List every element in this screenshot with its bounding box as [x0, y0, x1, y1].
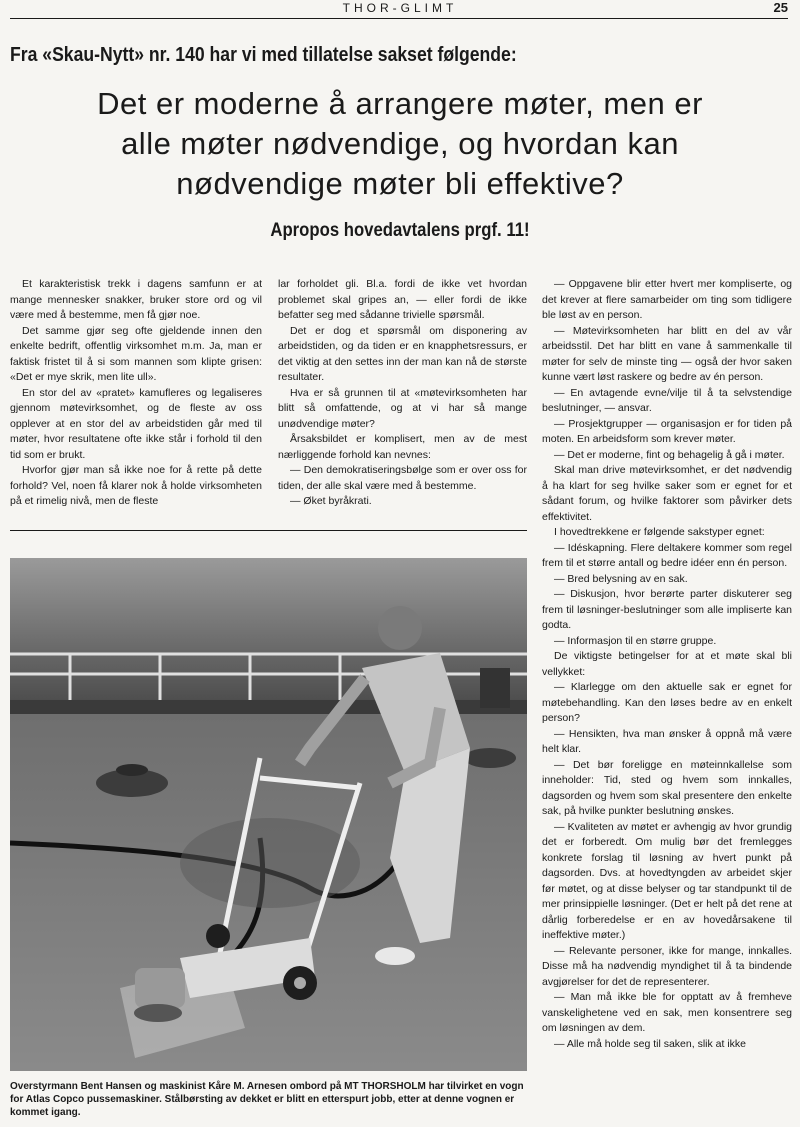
paragraph: Skal man drive møtevirksomhet, er det nødvendig å ha klart for seg hvilke saker som er egnet for et sådant forum, og hvilke faktorer som påvirker dets effektivitet. [542, 464, 792, 523]
paragraph: — Relevante personer, ikke for mange, innkalles. Disse må ha nødvendig myndighet til å ta bindende avgjørelser for det de representerer. [542, 944, 792, 988]
article-column-3 [542, 277, 792, 1052]
paragraph: Årsaksbildet er komplisert, men av de mest nærliggende forhold kan nevnes: [278, 433, 527, 461]
paragraph: — Diskusjon, hvor berørte parter diskuterer seg frem til løsninger-beslutninger som alle impliserte kan godta. [542, 588, 792, 631]
paragraph: — Alle må holde seg til saken, slik at ikke [554, 1037, 747, 1050]
paragraph: — Kvaliteten av møtet er avhengig av hvor grundig det er forberedt. Om mulig bør det fremlegges konkrete forslag til løsning av hvert punkt på dagsorden. Dvs. at hovedtyngden av arbeidet skjer før møtet, og at disse belyser og tar standpunkt til de mer prinsippielle løsninger. (Det er helt på det rene at dårlig forberedelse er en av hovedårsakene til ineffektive møter.) [542, 820, 792, 941]
intro-line: Fra «Skau-Nytt» nr. 140 har vi med tillatelse sakset følgende: [10, 44, 517, 66]
headline-line-1: Det er moderne å arrangere møter, men er [97, 86, 703, 121]
paragraph: — Informasjon til en større gruppe. [554, 634, 717, 647]
headline [10, 84, 790, 204]
paragraph: — Det er moderne, fint og behagelig å gå i møter. [554, 448, 785, 461]
headline-line-2: alle møter nødvendige, og hvordan kan [121, 126, 679, 161]
paragraph: — Den demokratiseringsbølge som er over oss for tiden, der alle skal være med å bestemme. [278, 464, 527, 492]
paragraph: En stor del av «pratet» kamufleres og legaliseres gjennom møtevirksomhet, og de fleste av oss opplever at en stor del av arbeidstiden går med til møter, hvor resultatene ofte ikke står i forhold til den tid som er brukt. [10, 386, 262, 461]
paragraph: De viktigste betingelser for at et møte skal bli vellykket: [542, 650, 792, 678]
paragraph: — Det bør foreligge en møteinnkallelse som inneholder: Tid, sted og hvem som innkalles, dagsorden og hvem som skal presentere den enkelte sak, på hvilke punkter beslutning ønskes. [542, 758, 792, 817]
paragraph: Hva er så grunnen til at «møtevirksomheten har blitt så omfattende, og at vi har så mange unødvendige møter? [278, 386, 527, 430]
paragraph: I hovedtrekkene er følgende sakstyper egnet: [554, 526, 765, 538]
paragraph: — Prosjektgrupper — organisasjon er for tiden på moten. En arbeidsform som krever møter. [542, 417, 792, 445]
paragraph: Et karakteristisk trekk i dagens samfunn er at mange mennesker snakker, bruker store ord og vil være med å bestemme, men få gjør noe. [10, 278, 262, 321]
paragraph: lar forholdet gli. Bl.a. fordi de ikke vet hvordan problemet skal gripes an, — eller fordi de ikke befatter seg med sådanne trivielle spørsmål. [278, 278, 527, 321]
paragraph: — Møtevirksomheten har blitt en del av vår arbeidsstil. Det har blitt en vane å sammenkalle til møter for selv de minste ting — også der hvor saken kunne vært løst raskere og bedre av én person. [542, 324, 792, 383]
paragraph: — Man må ikke ble for opptatt av å fremheve vanskelighetene ved en sak, men konsentrere seg om løsningen av dem. [542, 991, 792, 1034]
paragraph: Hvorfor gjør man så ikke noe for å rette på dette forhold? Vel, noen få klarer nok å holde virksomheten på et rimelig nivå, men de fleste [10, 464, 262, 507]
paragraph: — Øket byråkrati. [290, 495, 372, 507]
subheadline: Apropos hovedavtalens prgf. 11! [270, 220, 530, 241]
paragraph: — Hensikten, hva man ønsker å oppnå må være helt klar. [542, 727, 792, 755]
headline-line-3: nødvendige møter bli effektive? [176, 166, 624, 201]
column-divider [10, 530, 527, 531]
header-rule [10, 18, 788, 19]
paragraph: — Klarlegge om den aktuelle sak er egnet for møtebehandling. Kan den løses bedre av en enkelt person? [542, 681, 792, 724]
photo-caption: Overstyrmann Bent Hansen og maskinist Kåre M. Arnesen ombord på MT THORSHOLM har tilvirket en vogn for Atlas Copco pussemaskiner. Stålbørsting av dekket er blitt en etterspurt jobb, etter at denne vognen er kommet igang. [10, 1081, 524, 1118]
paragraph: Det samme gjør seg ofte gjeldende innen den enkelte bedrift, offentlig virksomhet m.m. Ja, man er faktisk fristet til å si som mannen som klipte grisen: «Det er mye skrik, men lite ull». [10, 324, 262, 383]
deck-photo [10, 558, 527, 1071]
paragraph: — Oppgavene blir etter hvert mer kompliserte, og det krever at flere samarbeider om ting som tidligere ble løst av en person. [542, 278, 792, 321]
running-head: THOR-GLIMT [342, 1, 458, 15]
paragraph: — En avtagende evne/vilje til å ta selvstendige beslutninger, — ansvar. [542, 386, 792, 414]
paragraph: — Idéskapning. Flere deltakere kommer som regel frem til et større antall og bedre idéer enn én person. [542, 541, 792, 569]
page-number: 25 [773, 0, 788, 15]
article-column-2 [278, 277, 527, 510]
article-column-1 [10, 277, 262, 510]
paragraph: Det er dog et spørsmål om disponering av arbeidstiden, og da tiden er en knapphetsressurs, er det viktig at den settes inn der man kan nå de største resultater. [278, 324, 527, 383]
paragraph: — Bred belysning av en sak. [554, 572, 688, 585]
